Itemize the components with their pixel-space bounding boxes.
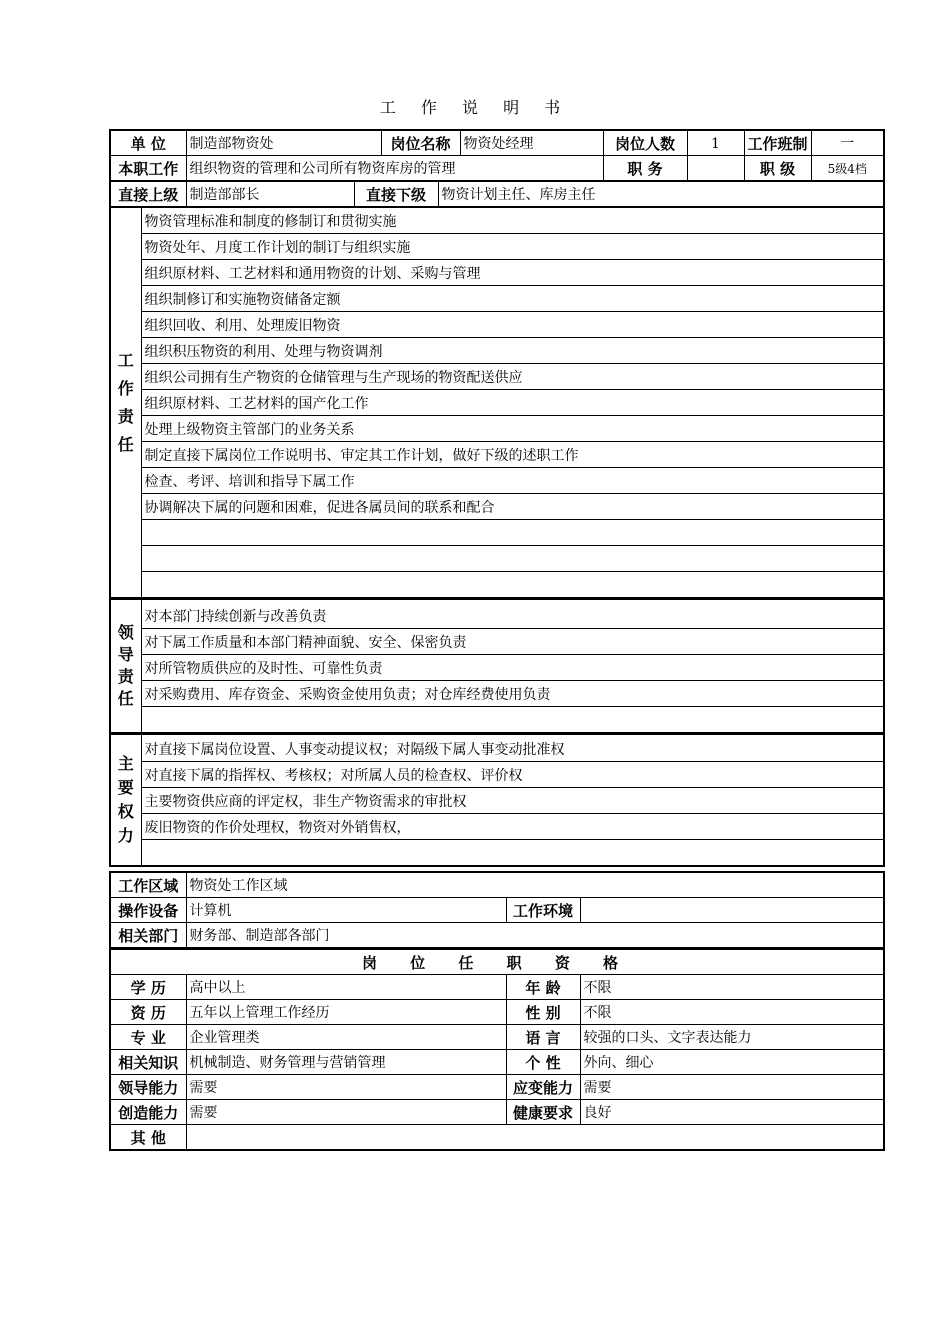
shift-value: 一	[811, 130, 884, 156]
reporting-table	[109, 181, 885, 207]
subordinate-value: 物资计划主任、库房主任	[438, 182, 884, 207]
education-value: 高中以上	[186, 975, 506, 1000]
age-label: 年 龄	[506, 975, 580, 1000]
unit-value: 制造部物资处	[186, 130, 381, 156]
work-environment-label: 工作环境	[506, 898, 580, 923]
responsibility-item: 协调解决下属的问题和困难，促进各属员间的联系和配合	[141, 494, 884, 520]
qualifications-table	[109, 948, 885, 1151]
header-table	[109, 129, 885, 181]
work-area-value: 物资处工作区域	[186, 872, 884, 898]
age-value: 不限	[580, 975, 884, 1000]
responsibility-item	[141, 520, 884, 546]
responsibility-item	[141, 546, 884, 572]
personality-value: 外向、细心	[580, 1050, 884, 1075]
other-value	[186, 1125, 884, 1151]
leadership-item: 对本部门持续创新与改善负责	[141, 600, 884, 629]
qualifications-heading: 岗 位 任 职 资 格	[110, 949, 884, 975]
unit-label: 单 位	[110, 130, 186, 156]
major-label: 专 业	[110, 1025, 186, 1050]
grade-label: 职 级	[744, 156, 811, 181]
responsibilities-label: 工 作 责 任	[110, 208, 141, 599]
related-departments-label: 相关部门	[110, 923, 186, 948]
leadership-item	[141, 707, 884, 734]
related-departments-value: 财务部、制造部各部门	[186, 923, 884, 948]
responsibility-item: 组织回收、利用、处理废旧物资	[141, 312, 884, 338]
leadership-ability-label: 领导能力	[110, 1075, 186, 1100]
creativity-value: 需要	[186, 1100, 506, 1125]
authority-table	[109, 734, 885, 867]
responsibility-item: 组织积压物资的利用、处理与物资调剂	[141, 338, 884, 364]
major-value: 企业管理类	[186, 1025, 506, 1050]
authority-item: 对直接下属的指挥权、考核权；对所属人员的检查权、评价权	[141, 762, 884, 788]
post-label: 职 务	[603, 156, 687, 181]
experience-label: 资 历	[110, 1000, 186, 1025]
leadership-item: 对所管物质供应的及时性、可靠性负责	[141, 655, 884, 681]
responsibility-item: 物资管理标准和制度的修制订和贯彻实施	[141, 208, 884, 234]
equipment-value: 计算机	[186, 898, 506, 923]
headcount-label: 岗位人数	[603, 130, 687, 156]
subordinate-label: 直接下级	[354, 182, 438, 207]
leadership-label: 领 导 责 任	[110, 600, 141, 734]
authority-item: 废旧物资的作价处理权，物资对外销售权，	[141, 814, 884, 840]
shift-label: 工作班制	[744, 130, 811, 156]
leadership-item: 对下属工作质量和本部门精神面貌、安全、保密负责	[141, 629, 884, 655]
leadership-ability-value: 需要	[186, 1075, 506, 1100]
position-name-label: 岗位名称	[381, 130, 460, 156]
education-label: 学 历	[110, 975, 186, 1000]
responsibility-item: 制定直接下属岗位工作说明书、审定其工作计划，做好下级的述职工作	[141, 442, 884, 468]
superior-value: 制造部部长	[186, 182, 354, 207]
authority-label: 主 要 权 力	[110, 735, 141, 867]
language-value: 较强的口头、文字表达能力	[580, 1025, 884, 1050]
personality-label: 个 性	[506, 1050, 580, 1075]
adaptability-label: 应变能力	[506, 1075, 580, 1100]
responsibility-item	[141, 572, 884, 599]
duty-label: 本职工作	[110, 156, 186, 181]
position-name-value: 物资处经理	[460, 130, 603, 156]
responsibility-item: 组织原材料、工艺材料的国产化工作	[141, 390, 884, 416]
gender-value: 不限	[580, 1000, 884, 1025]
environment-table	[109, 871, 885, 948]
responsibility-item: 组织原材料、工艺材料和通用物资的计划、采购与管理	[141, 260, 884, 286]
responsibility-item: 组织制修订和实施物资储备定额	[141, 286, 884, 312]
responsibility-item: 物资处年、月度工作计划的制订与组织实施	[141, 234, 884, 260]
language-label: 语 言	[506, 1025, 580, 1050]
authority-item: 对直接下属岗位设置、人事变动提议权；对隔级下属人事变动批准权	[141, 735, 884, 762]
responsibility-item: 组织公司拥有生产物资的仓储管理与生产现场的物资配送供应	[141, 364, 884, 390]
authority-item	[141, 840, 884, 867]
gender-label: 性 别	[506, 1000, 580, 1025]
job-description-form	[109, 129, 883, 1151]
leadership-item: 对采购费用、库存资金、采购资金使用负责；对仓库经费使用负责	[141, 681, 884, 707]
health-label: 健康要求	[506, 1100, 580, 1125]
health-value: 良好	[580, 1100, 884, 1125]
responsibility-item: 检查、考评、培训和指导下属工作	[141, 468, 884, 494]
headcount-value: 1	[687, 130, 744, 156]
authority-item: 主要物资供应商的评定权，非生产物资需求的审批权	[141, 788, 884, 814]
knowledge-label: 相关知识	[110, 1050, 186, 1075]
grade-value: 5级4档	[811, 156, 884, 181]
responsibility-item: 处理上级物资主管部门的业务关系	[141, 416, 884, 442]
document-title: 工 作 说 明 书	[379, 98, 571, 117]
leadership-table	[109, 599, 885, 734]
duty-value: 组织物资的管理和公司所有物资库房的管理	[186, 156, 603, 181]
experience-value: 五年以上管理工作经历	[186, 1000, 506, 1025]
adaptability-value: 需要	[580, 1075, 884, 1100]
work-area-label: 工作区域	[110, 872, 186, 898]
knowledge-value: 机械制造、财务管理与营销管理	[186, 1050, 506, 1075]
other-label: 其 他	[110, 1125, 186, 1151]
work-environment-value	[580, 898, 884, 923]
post-value	[687, 156, 744, 181]
responsibilities-table	[109, 207, 885, 599]
creativity-label: 创造能力	[110, 1100, 186, 1125]
equipment-label: 操作设备	[110, 898, 186, 923]
superior-label: 直接上级	[110, 182, 186, 207]
